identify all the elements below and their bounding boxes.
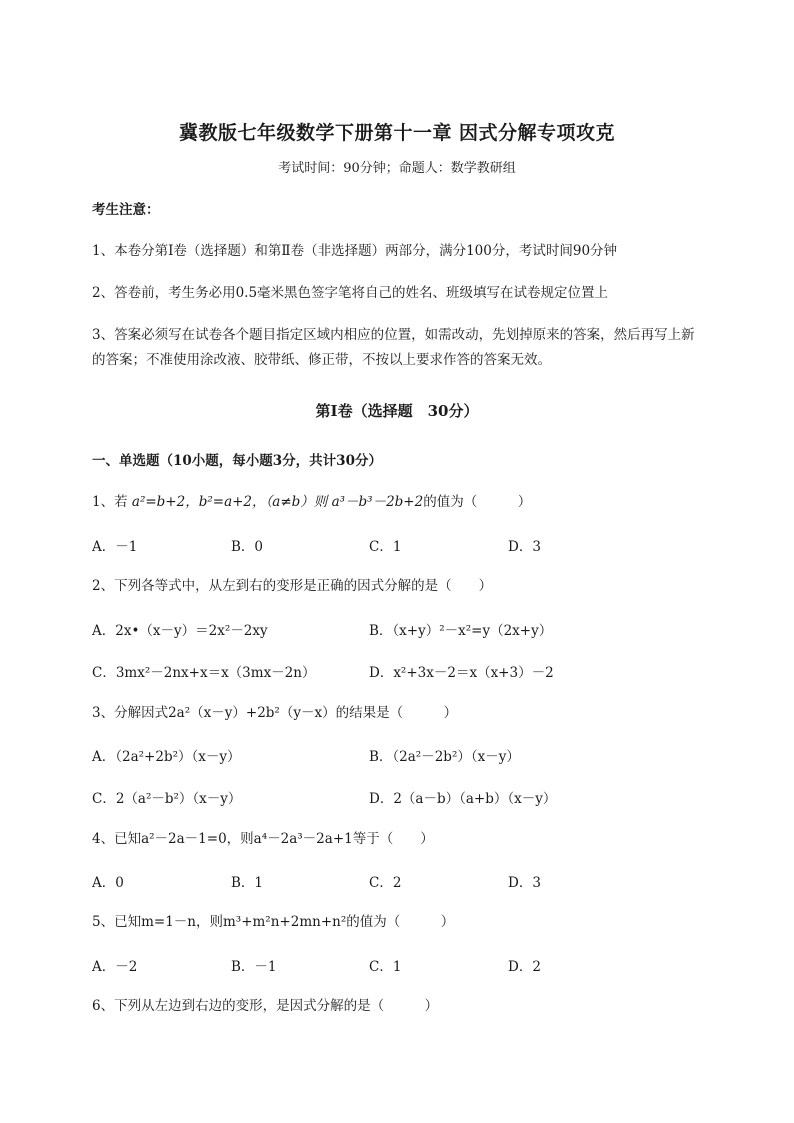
- question-5: 5、已知m=1－n，则m³+m²n+2mn+n²的值为（ ）: [92, 914, 455, 930]
- option-b: B．0: [231, 539, 264, 555]
- option-c: C．3mx²－2nx+x＝x（3mx－2n）: [92, 665, 316, 681]
- option-a: A．0: [92, 875, 124, 891]
- option-a: A．2x•（x－y）＝2x²－2xy: [92, 623, 268, 639]
- question-3-options-row-2: [92, 787, 772, 807]
- question-6: 6、下列从左边到右边的变形，是因式分解的是（ ）: [92, 998, 439, 1014]
- option-a: A．－2: [92, 959, 138, 975]
- option-c: C．1: [369, 959, 402, 975]
- option-b: B．（x+y）²－x²=y（2x+y）: [369, 623, 553, 639]
- question-1: [92, 492, 772, 512]
- option-b: B．1: [231, 875, 264, 891]
- option-c: C．2: [369, 875, 402, 891]
- option-b: B．－1: [231, 959, 277, 975]
- option-b: B．（2a²－2b²）（x－y）: [369, 749, 520, 765]
- note-3-line-1: 3、答案必须写在试卷各个题目指定区域内相应的位置，如需改动，先划掉原来的答案，然后再写上新: [92, 327, 695, 343]
- option-d: D．x²+3x－2＝x（x+3）－2: [369, 665, 554, 681]
- note-3-line-2: 的答案；不准使用涂改液、胶带纸、修正带，不按以上要求作答的答案无效。: [92, 352, 551, 368]
- note-2: 2、答卷前，考生务必用0.5毫米黑色签字笔将自己的姓名、班级填写在试卷规定位置上: [92, 285, 609, 301]
- option-d: D．2（a－b）（a+b）（x－y）: [369, 791, 557, 807]
- option-d: D．2: [508, 959, 541, 975]
- page-title: 冀教版七年级数学下册第十一章 因式分解专项攻克: [178, 122, 616, 144]
- option-c: C．2（a²－b²）（x－y）: [92, 791, 242, 807]
- part-heading: 一、单选题（10小题，每小题3分，共计30分）: [92, 453, 382, 469]
- notes-heading: 考生注意：: [92, 202, 160, 218]
- option-d: D．3: [508, 539, 541, 555]
- question-1-prefix: 1、若: [92, 494, 132, 510]
- section-title: 第Ⅰ卷（选择题 30分）: [315, 402, 479, 420]
- question-4-options: [92, 871, 772, 891]
- question-1-equation: a²=b+2，b²=a+2，（a≠b）则 a³－b³－2b+2: [131, 494, 424, 510]
- option-c: C．1: [369, 539, 402, 555]
- question-5-options: [92, 955, 772, 975]
- question-4: 4、已知a²－2a－1=0，则a⁴－2a³－2a+1等于（ ）: [92, 831, 434, 847]
- option-a: A．－1: [92, 539, 138, 555]
- exam-info: 考试时间：90分钟；命题人：数学教研组: [278, 161, 516, 176]
- note-1: 1、本卷分第Ⅰ卷（选择题）和第Ⅱ卷（非选择题）两部分，满分100分，考试时间90分钟: [92, 243, 618, 259]
- option-d: D．3: [508, 875, 541, 891]
- question-3: 3、分解因式2a²（x－y）+2b²（y－x）的结果是（ ）: [92, 705, 458, 721]
- question-1-suffix: 的值为（ ）: [423, 494, 532, 510]
- question-2-options-row-1: [92, 619, 772, 639]
- question-2-options-row-2: [92, 661, 772, 681]
- question-2: 2、下列各等式中，从左到右的变形是正确的因式分解的是（ ）: [92, 578, 493, 594]
- question-1-options: [92, 535, 772, 555]
- option-a: A．（2a²+2b²）（x－y）: [92, 749, 241, 765]
- question-3-options-row-1: [92, 745, 772, 765]
